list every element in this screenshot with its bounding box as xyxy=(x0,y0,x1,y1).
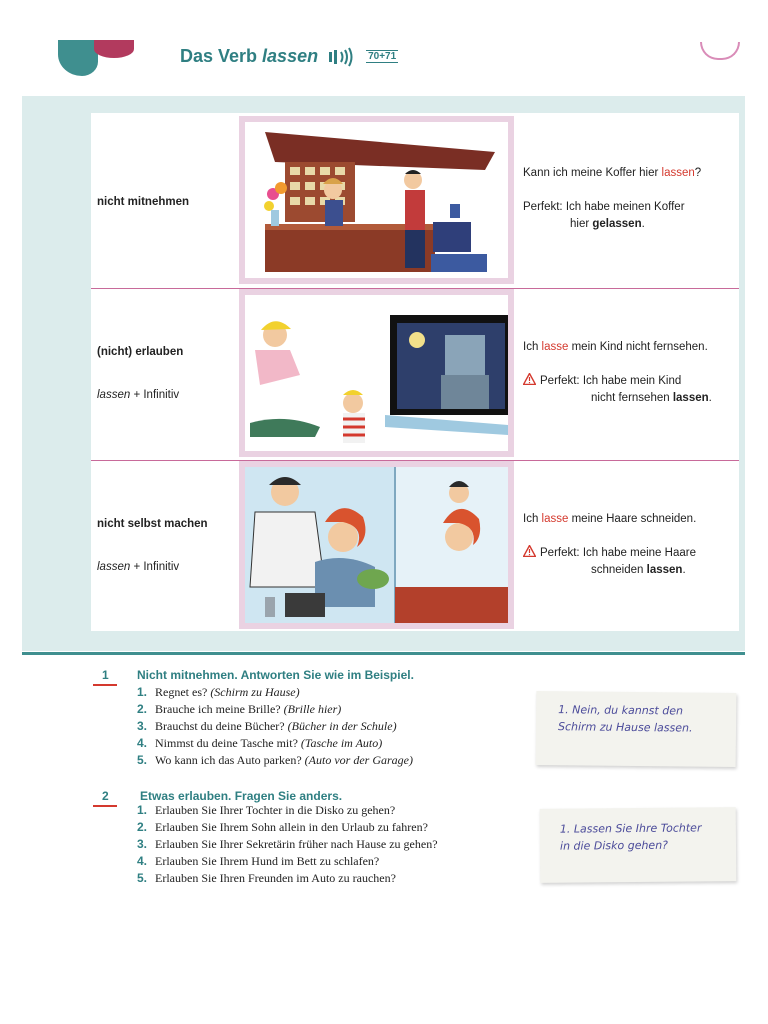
item-hint: (Auto vor der Garage) xyxy=(304,753,413,767)
sentence-text: meine Haare schneiden. xyxy=(568,513,697,525)
formula-rest: + Infinitiv xyxy=(130,561,180,573)
item-number: 4. xyxy=(137,854,148,868)
exercise-item xyxy=(137,702,413,719)
child-tv-illustration xyxy=(245,295,508,451)
item-text: Erlauben Sie Ihrem Hund im Bett zu schlafen? xyxy=(155,854,380,868)
exercise-item xyxy=(137,736,413,753)
item-text: Erlauben Sie Ihrem Sohn allein in den Urlaub zu fahren? xyxy=(155,820,428,834)
page-title xyxy=(180,46,318,67)
item-number: 3. xyxy=(137,837,148,851)
item-number: 1. xyxy=(137,685,148,699)
warning-icon xyxy=(523,545,536,557)
item-number: 1. xyxy=(137,803,148,817)
perfekt-text: Perfekt: Ich habe meinen Koffer xyxy=(523,201,685,213)
exercise-item xyxy=(137,854,438,871)
sentence-text: Ich xyxy=(523,341,542,353)
perfekt-text: schneiden xyxy=(591,564,647,576)
answer-note xyxy=(536,691,737,767)
hotel-reception-illustration xyxy=(245,122,508,278)
highlighted-verb: lasse xyxy=(541,513,569,525)
perfekt-participle: lassen xyxy=(672,392,709,404)
item-text: Erlauben Sie Ihrer Sekretärin früher nach Hause zu gehen? xyxy=(155,837,438,851)
perfekt-sentence xyxy=(523,199,685,233)
grammar-row xyxy=(91,113,739,285)
item-hint: (Schirm zu Hause) xyxy=(210,685,300,699)
item-text: Erlauben Sie Ihrer Tochter in die Disko zu gehen? xyxy=(155,803,396,817)
hairdresser-illustration xyxy=(245,467,508,623)
sentence-text: ? xyxy=(694,167,702,179)
item-hint: (Tasche im Auto) xyxy=(300,736,383,750)
answer-note xyxy=(540,807,737,883)
note-line: 1. Lassen Sie Ihre Tochter xyxy=(559,821,702,836)
exercise-item xyxy=(137,820,438,837)
grammar-table xyxy=(91,113,739,631)
perfekt-sentence xyxy=(523,373,712,407)
track-number: 70+71 xyxy=(368,51,397,62)
exercise-item xyxy=(137,837,438,854)
exercise-title: Nicht mitnehmen. Antworten Sie wie im Beispiel. xyxy=(137,668,414,682)
formula-verb: lassen xyxy=(97,389,131,401)
item-number: 2. xyxy=(137,820,148,834)
exercise-item xyxy=(137,685,413,702)
illustration-frame xyxy=(239,461,514,629)
title-prefix: Das Verb xyxy=(180,46,263,66)
item-number: 5. xyxy=(137,871,148,885)
example-sentence xyxy=(523,511,696,528)
exercise-number: 2 xyxy=(102,789,109,803)
usage-label: nicht selbst machen xyxy=(97,518,208,530)
perfekt-text: Perfekt: Ich habe mein Kind xyxy=(540,375,682,387)
exercise-number: 1 xyxy=(102,668,109,682)
item-text: Erlauben Sie Ihren Freunden im Auto zu rauchen? xyxy=(155,871,396,885)
item-hint: (Bücher in der Schule) xyxy=(287,719,397,733)
perfekt-sentence xyxy=(523,545,696,579)
item-text: Wo kann ich das Auto parken? xyxy=(155,753,305,767)
grammar-row xyxy=(91,287,739,459)
exercise-item xyxy=(137,803,438,820)
item-number: 2. xyxy=(137,702,148,716)
exercise-number-underline xyxy=(93,805,117,807)
perfekt-text: . xyxy=(682,564,686,576)
sentence-text: Kann ich meine Koffer hier xyxy=(523,167,662,179)
speaker-icon[interactable] xyxy=(328,47,356,67)
note-line: in die Disko gehen? xyxy=(559,838,669,853)
usage-label: (nicht) erlauben xyxy=(97,346,184,358)
note-line: Schirm zu Hause lassen. xyxy=(557,720,693,735)
perfekt-text: . xyxy=(708,392,712,404)
exercise-item xyxy=(137,753,413,770)
perfekt-text: hier xyxy=(570,218,593,230)
section-divider xyxy=(22,652,745,655)
decorative-shape-red xyxy=(94,40,134,58)
perfekt-text: Perfekt: Ich habe meine Haare xyxy=(540,547,696,559)
usage-formula xyxy=(97,389,179,401)
exercise-number-underline xyxy=(93,684,117,686)
perfekt-participle: gelassen xyxy=(592,218,642,230)
exercise-item xyxy=(137,719,413,736)
exercise-title: Etwas erlauben. Fragen Sie anders. xyxy=(140,789,343,803)
illustration-frame xyxy=(239,289,514,457)
usage-label: nicht mitnehmen xyxy=(97,196,190,208)
exercise-items xyxy=(137,685,413,770)
page-header xyxy=(180,46,398,67)
item-text: Nimmst du deine Tasche mit? xyxy=(155,736,301,750)
highlighted-verb: lasse xyxy=(541,341,569,353)
perfekt-text: . xyxy=(641,218,645,230)
item-text: Brauchst du deine Bücher? xyxy=(155,719,288,733)
formula-rest: + Infinitiv xyxy=(130,389,180,401)
note-line: 1. Nein, du kannst den xyxy=(558,703,684,718)
example-sentence xyxy=(523,165,701,182)
perfekt-participle: lassen xyxy=(646,564,683,576)
usage-formula xyxy=(97,561,179,573)
illustration-frame xyxy=(239,116,514,284)
exercise-item xyxy=(137,871,438,888)
sentence-text: mein Kind nicht fernsehen. xyxy=(568,341,708,353)
title-italic: lassen xyxy=(262,46,319,66)
item-text: Brauche ich meine Brille? xyxy=(155,702,284,716)
example-sentence xyxy=(523,339,708,356)
formula-verb: lassen xyxy=(97,561,131,573)
sentence-text: Ich xyxy=(523,513,542,525)
perfekt-text: nicht fernsehen xyxy=(591,392,673,404)
warning-icon xyxy=(523,373,536,385)
exercise-items xyxy=(137,803,438,888)
item-number: 3. xyxy=(137,719,148,733)
item-number: 5. xyxy=(137,753,148,767)
item-hint: (Brille hier) xyxy=(283,702,342,716)
item-text: Regnet es? xyxy=(155,685,211,699)
grammar-row xyxy=(91,459,739,631)
highlighted-verb: lassen xyxy=(661,167,695,179)
item-number: 4. xyxy=(137,736,148,750)
